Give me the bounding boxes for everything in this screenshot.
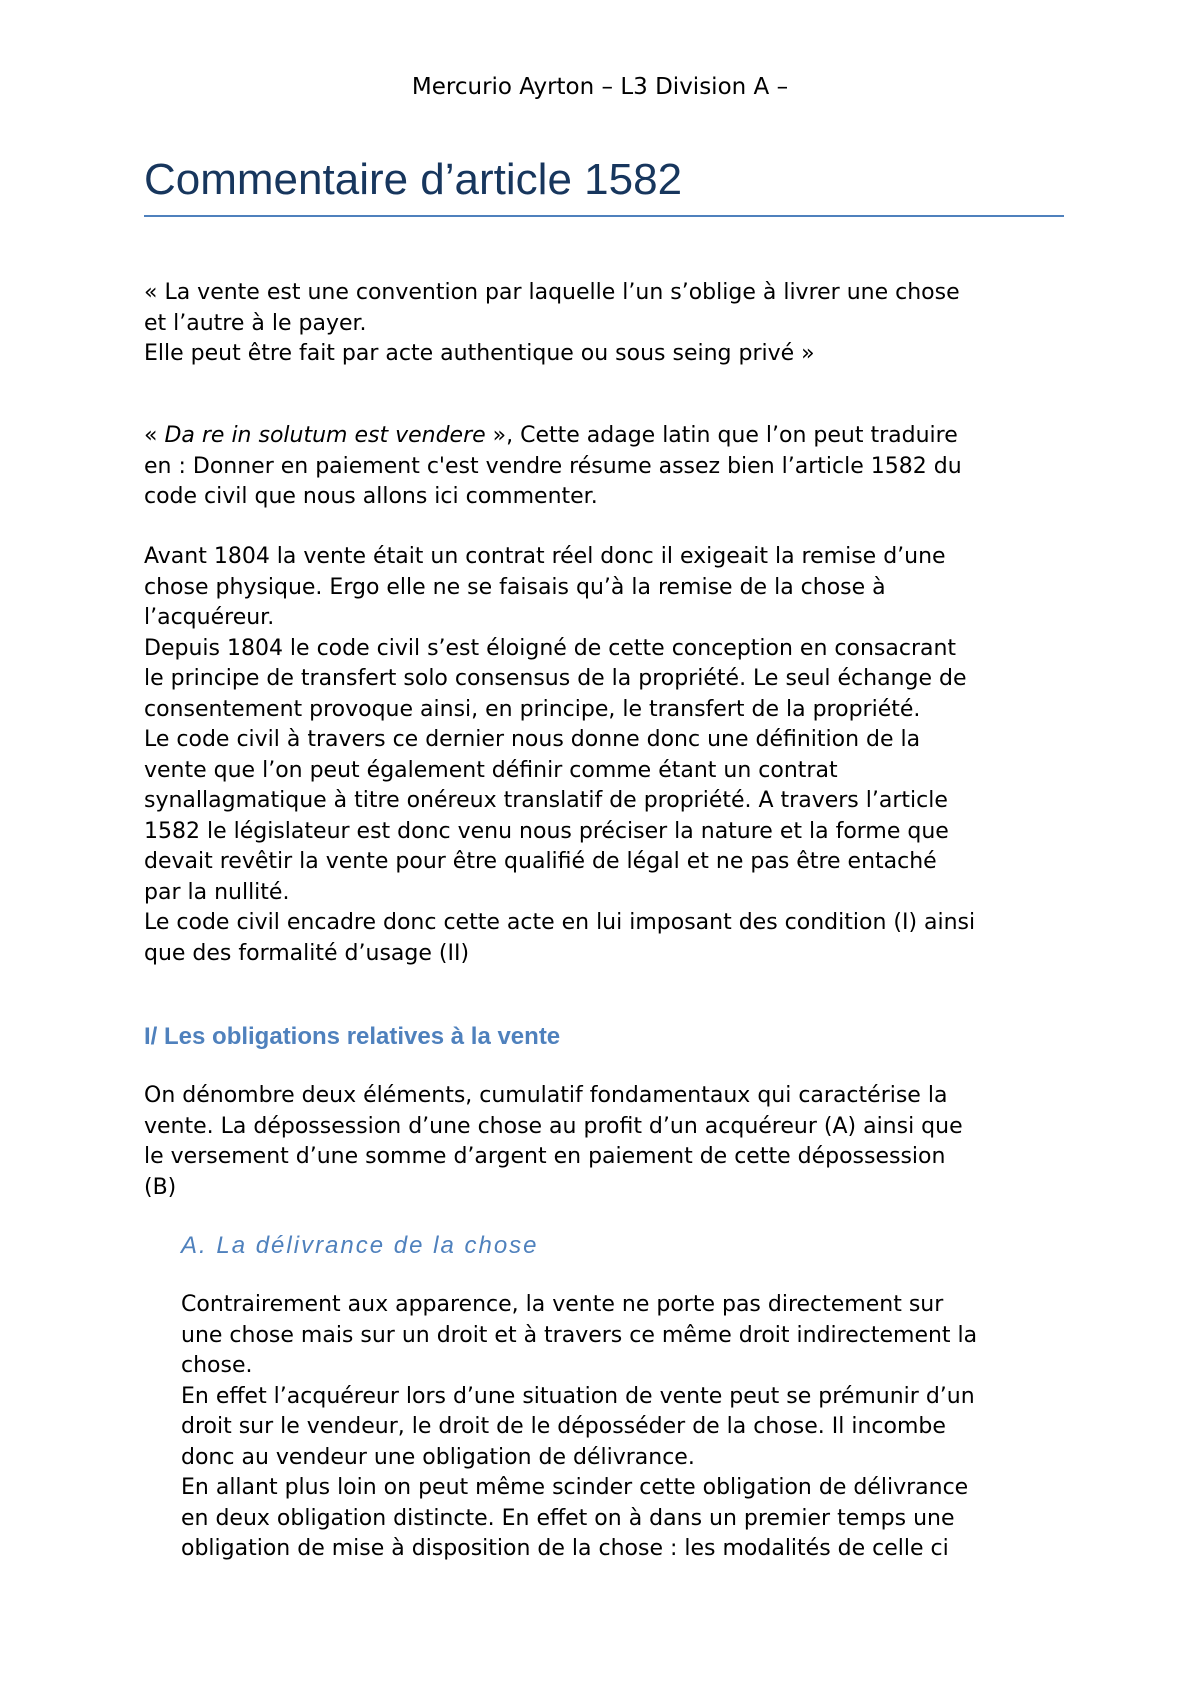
section1-line: (B) bbox=[144, 1174, 177, 1200]
intro-line: code civil que nous allons ici commenter. bbox=[144, 484, 598, 509]
article-quote bbox=[144, 278, 1074, 370]
subsectionA-line: En allant plus loin on peut même scinder cette obligation de délivrance bbox=[181, 1475, 969, 1500]
subsectionA-line: une chose mais sur un droit et à travers ce même droit indirectement la bbox=[181, 1322, 978, 1348]
context-line: vente que l’on peut également définir comme étant un contrat bbox=[144, 757, 838, 783]
context-line: par la nullité. bbox=[144, 879, 290, 905]
section1-line: vente. La dépossession d’une chose au profit d’un acquéreur (A) ainsi que bbox=[144, 1113, 963, 1139]
context-line: Le code civil à travers ce dernier nous donne donc une définition de la bbox=[144, 727, 921, 752]
subsectionA-line: chose. bbox=[181, 1353, 253, 1378]
context-line: consentement provoque ainsi, en principe, le transfert de la propriété. bbox=[144, 696, 921, 722]
quote-line: « La vente est une convention par laquelle l’un s’oblige à livrer une chose bbox=[144, 280, 960, 305]
section-heading-1: I/ Les obligations relatives à la vente bbox=[144, 1023, 561, 1050]
context-line: devait revêtir la vente pour être qualifié de légal et ne pas être entaché bbox=[144, 849, 937, 874]
title-underline bbox=[144, 215, 1064, 217]
latin-adage: Da re in solutum est vendere bbox=[164, 423, 486, 448]
context-paragraph bbox=[144, 542, 1074, 969]
subsectionA-line: en deux obligation distincte. En effet on à dans un premier temps une bbox=[181, 1505, 955, 1531]
subsectionA-line: droit sur le vendeur, le droit de le déposséder de la chose. Il incombe bbox=[181, 1414, 946, 1439]
context-line: Depuis 1804 le code civil s’est éloigné de cette conception en consacrant bbox=[144, 635, 957, 661]
page-header: Mercurio Ayrton – L3 Division A – bbox=[411, 74, 789, 100]
context-line: le principe de transfert solo consensus de la propriété. Le seul échange de bbox=[144, 666, 967, 691]
document-title: Commentaire d’article 1582 bbox=[144, 155, 683, 204]
quote-line: et l’autre à le payer. bbox=[144, 310, 367, 336]
intro-first-line: « Da re in solutum est vendere », Cette adage latin que l’on peut traduire bbox=[144, 423, 958, 448]
subsection-heading-a: A. La délivrance de la chose bbox=[181, 1232, 539, 1259]
quote-line: Elle peut être fait par acte authentique ou sous seing privé » bbox=[144, 341, 815, 366]
intro-paragraph bbox=[144, 421, 1074, 513]
context-line: chose physique. Ergo elle ne se faisais qu’à la remise de la chose à bbox=[144, 574, 886, 600]
section1-line: On dénombre deux éléments, cumulatif fondamentaux qui caractérise la bbox=[144, 1083, 948, 1108]
section1-line: le versement d’une somme d’argent en paiement de cette dépossession bbox=[144, 1144, 946, 1169]
section1-paragraph bbox=[144, 1081, 1074, 1203]
context-line: l’acquéreur. bbox=[144, 605, 275, 630]
subsectionA-line: Contrairement aux apparence, la vente ne porte pas directement sur bbox=[181, 1292, 944, 1317]
subsectionA-line: donc au vendeur une obligation de délivrance. bbox=[181, 1444, 695, 1470]
subsectionA-line: En effet l’acquéreur lors d’une situation de vente peut se prémunir d’un bbox=[181, 1383, 975, 1409]
subsectionA-paragraph bbox=[181, 1290, 1111, 1565]
context-line: Avant 1804 la vente était un contrat réel donc il exigeait la remise d’une bbox=[144, 544, 946, 569]
context-line: synallagmatique à titre onéreux translatif de propriété. A travers l’article bbox=[144, 788, 948, 813]
intro-line: en : Donner en paiement c'est vendre résume assez bien l’article 1582 du bbox=[144, 453, 962, 479]
context-line: Le code civil encadre donc cette acte en lui imposant des condition (I) ainsi bbox=[144, 910, 976, 935]
context-line: que des formalité d’usage (II) bbox=[144, 940, 470, 966]
context-line: 1582 le législateur est donc venu nous préciser la nature et la forme que bbox=[144, 818, 949, 844]
subsectionA-line: obligation de mise à disposition de la chose : les modalités de celle ci bbox=[181, 1536, 949, 1561]
